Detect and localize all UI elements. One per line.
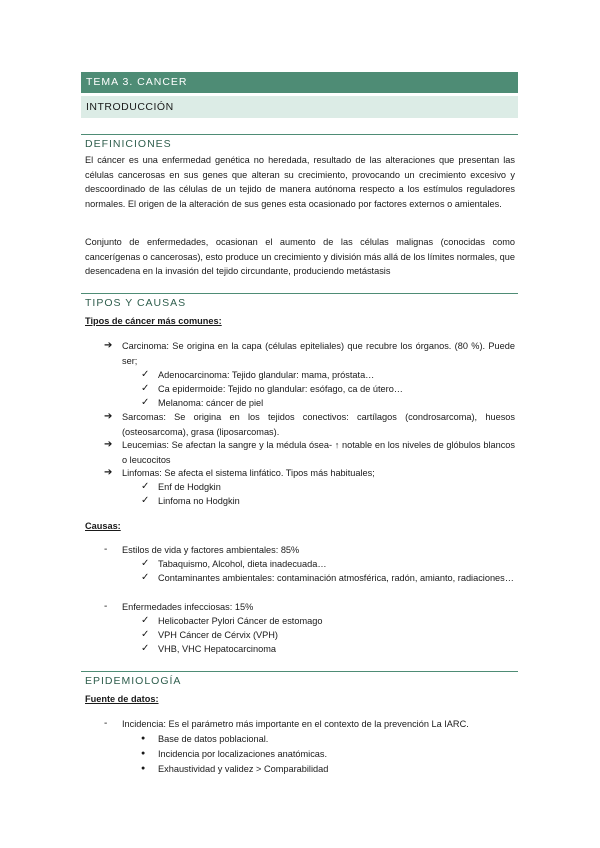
check-icon: ✓ [141, 495, 150, 506]
check-icon: ✓ [141, 643, 150, 654]
subheading-causas: Causas: [85, 521, 121, 531]
sublist-item: Base de datos poblacional. [158, 734, 269, 744]
check-icon: ✓ [141, 481, 150, 492]
sublist-item: Linfoma no Hodgkin [158, 496, 240, 506]
definition-paragraph: Conjunto de enfermedades, ocasionan el aumento de las células malignas (conocidas como cancerígenas o cancerosas), esto produce un crecimiento y división más allá de los límites normales, que desencadena en la invasión del tejido circundante, produciendo metástasis [85, 237, 515, 276]
dash-marker: - [104, 544, 108, 555]
bullet-marker: ● [141, 765, 146, 772]
section-divider [81, 293, 518, 294]
sublist-item: Contaminantes ambientales: contaminación atmosférica, radón, amianto, radiaciones… [158, 573, 514, 583]
bullet-marker: ● [141, 750, 146, 757]
sublist-item: Enf de Hodgkin [158, 482, 221, 492]
definition-paragraph: El cáncer es una enfermedad genética no heredada, resultado de las alteraciones que presentan las células cancerosas en sus genes que alteran su crecimiento, provocando un crecimiento excesivo y descoordinado de las células de un tejido de manera autónoma respecto a los estímulos reguladores normales. El origen de la alteración de sus genes esta ocasionado por factores externos o amientales. [85, 155, 515, 209]
list-item-linfomas: Linfomas: Se afecta el sistema linfático. Tipos más habituales; [122, 468, 375, 478]
check-icon: ✓ [141, 615, 150, 626]
sublist-item: Exhaustividad y validez > Comparabilidad [158, 764, 329, 774]
section-heading-epidemiologia: EPIDEMIOLOGÍA [85, 675, 182, 687]
subheading-tipos-cancer: Tipos de cáncer más comunes: [85, 316, 222, 326]
check-icon: ✓ [141, 558, 150, 569]
check-icon: ✓ [141, 369, 150, 380]
sublist-item: Tabaquismo, Alcohol, dieta inadecuada… [158, 559, 327, 569]
bullet-marker: ● [141, 735, 146, 742]
list-item-incidencia: Incidencia: Es el parámetro más importante en el contexto de la prevención La IARC. [122, 719, 469, 729]
check-icon: ✓ [141, 383, 150, 394]
section-heading-definiciones: DEFINICIONES [85, 138, 172, 150]
list-item-carcinoma: Carcinoma: Se origina en la capa (células epiteliales) que recubre los órganos. (80 %). Puede ser; [122, 341, 515, 366]
dash-marker: - [104, 718, 108, 729]
list-item-estilos-vida: Estilos de vida y factores ambientales: 85% [122, 545, 300, 555]
check-icon: ✓ [141, 397, 150, 408]
sublist-item: Melanoma: cáncer de piel [158, 398, 264, 408]
arrow-icon: ➔ [104, 340, 113, 351]
section-divider [81, 671, 518, 672]
list-item-leucemias: Leucemias: Se afectan la sangre y la médula ósea- ↑ notable en los niveles de glóbulos blancos o leucocitos [122, 440, 515, 465]
sublist-item: VHB, VHC Hepatocarcinoma [158, 644, 276, 654]
document-title: TEMA 3. CANCER [81, 72, 518, 93]
check-icon: ✓ [141, 629, 150, 640]
sublist-item: VPH Cáncer de Cérvix (VPH) [158, 630, 278, 640]
dash-marker: - [104, 601, 108, 612]
introduction-heading: INTRODUCCIÓN [81, 96, 518, 118]
sublist-item: Incidencia por localizaciones anatómicas. [158, 749, 328, 759]
arrow-icon: ➔ [104, 467, 113, 478]
list-item-infecciosas: Enfermedades infecciosas: 15% [122, 602, 254, 612]
subheading-fuente-datos: Fuente de datos: [85, 694, 159, 704]
sublist-item: Adenocarcinoma: Tejido glandular: mama, próstata… [158, 370, 375, 380]
sublist-item: Helicobacter Pylori Cáncer de estomago [158, 616, 323, 626]
sublist-item: Ca epidermoide: Tejido no glandular: esófago, ca de útero… [158, 384, 403, 394]
section-heading-tipos-causas: TIPOS Y CAUSAS [85, 297, 187, 309]
check-icon: ✓ [141, 572, 150, 583]
list-item-sarcomas: Sarcomas: Se origina en los tejidos conectivos: cartílagos (condrosarcoma), huesos (osteosarcoma), grasa (liposarcomas). [122, 412, 515, 437]
arrow-icon: ➔ [104, 439, 113, 450]
arrow-icon: ➔ [104, 411, 113, 422]
section-divider [81, 134, 518, 135]
